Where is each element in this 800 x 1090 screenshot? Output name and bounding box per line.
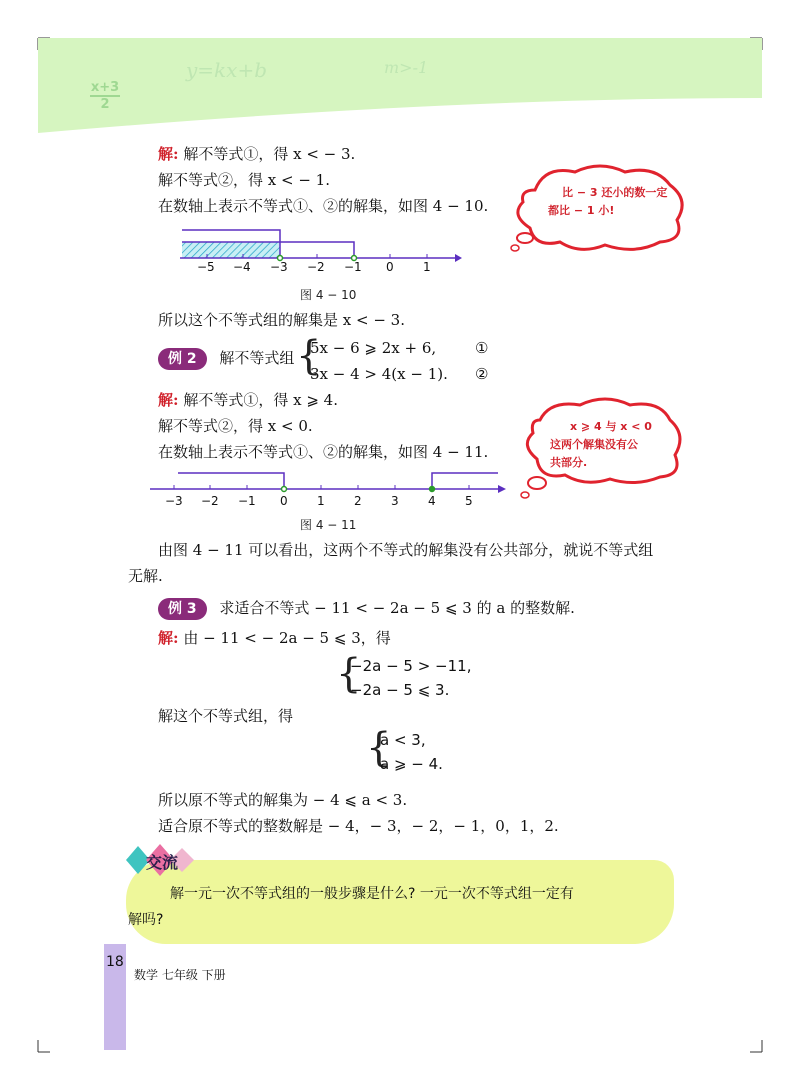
fig410-tick-neg1: −1 (344, 260, 362, 274)
header-banner (38, 38, 762, 138)
sol3-sys1-b: −2a − 5 ⩽ 3. (350, 681, 450, 699)
ex2-header (158, 348, 294, 370)
fig411-tick-1: 1 (317, 494, 325, 508)
sol1-line1: 解: 解不等式①，得 x < − 3. (158, 145, 356, 163)
sol2-line3: 在数轴上表示不等式①、②的解集，如图 4 − 11. (158, 443, 489, 461)
sol3-sys1-a: −2a − 5 > −11, (350, 657, 472, 675)
fig410-tick-1: 1 (423, 260, 431, 274)
sol3-brace-2: { (366, 725, 392, 771)
sol3-line2: 解这个不等式组，得 (158, 707, 294, 725)
fig411-tick-2: 2 (354, 494, 362, 508)
sol3-line1: 解: 由 − 11 < − 2a − 5 ⩽ 3，得 (158, 629, 391, 647)
ex2-ineq1: 5x − 6 ⩾ 2x + 6, (310, 339, 437, 357)
book-title: 数学 七年级 下册 (134, 968, 226, 982)
sol3-line3: 所以原不等式的解集为 − 4 ⩽ a < 3. (158, 791, 408, 809)
sol2-label: 解: (158, 391, 179, 409)
fig411-point-4 (430, 487, 435, 492)
sol3-label: 解: (158, 629, 179, 647)
fig410-arrow (455, 254, 462, 262)
fig410-tick-neg4: −4 (233, 260, 251, 274)
fig411-tick-4: 4 (428, 494, 436, 508)
header-formula-linear: y=kx+b (186, 58, 268, 82)
fig411-tick-5: 5 (465, 494, 473, 508)
sol3-sys2-a: a < 3, (380, 731, 426, 749)
conclusion2-line2: 无解. (128, 567, 163, 585)
ex2-ineq2: 3x − 4 > 4(x − 1). (310, 365, 448, 383)
ex3-text: 求适合不等式 − 11 < − 2a − 5 ⩽ 3 的 a 的整数解. (219, 599, 575, 617)
page-number: 18 (106, 954, 124, 970)
fig410-tick-0: 0 (386, 260, 394, 274)
header-formula-inequality: m>-1 (384, 58, 429, 77)
ex3-header (158, 598, 575, 620)
fig410-tick-neg5: −5 (197, 260, 215, 274)
sol1-label: 解: (158, 145, 179, 163)
fig411-tick-0: 0 (280, 494, 288, 508)
fig411-point-0 (282, 487, 287, 492)
ex2-badge: 例 2 (158, 348, 207, 370)
fig411-arrow (498, 485, 506, 493)
fig411-caption: 图 4 − 11 (300, 518, 357, 532)
conclusion2-line1: 由图 4 − 11 可以看出，这两个不等式的解集没有公共部分，就说不等式组 (158, 541, 654, 559)
fig410-tick-neg2: −2 (307, 260, 325, 274)
discussion-line1: 解一元一次不等式组的一般步骤是什么? 一元一次不等式组一定有 (170, 886, 574, 902)
ex3-badge: 例 3 (158, 598, 207, 620)
sol2-line2: 解不等式②，得 x < 0. (158, 417, 313, 435)
fig411-x-lt-0-bracket (178, 473, 284, 489)
sol2-line1: 解: 解不等式①，得 x ⩾ 4. (158, 391, 338, 409)
fig410-tick-neg3: −3 (270, 260, 288, 274)
fig411-tick-3: 3 (391, 494, 399, 508)
sol1-line3: 在数轴上表示不等式①、②的解集，如图 4 − 10. (158, 197, 489, 215)
header-formula-fraction: x+3 2 (90, 80, 120, 112)
ex2-mark1: ① (475, 339, 489, 357)
fig410-caption: 图 4 − 10 (300, 288, 357, 302)
ex2-lead: 解不等式组 (219, 349, 295, 367)
fig410-shaded-region (182, 242, 280, 258)
sol1-line2: 解不等式②，得 x < − 1. (158, 171, 330, 189)
sol3-sys2-b: a ⩾ − 4. (380, 755, 443, 773)
ex2-mark2: ② (475, 365, 489, 383)
discussion-line2: 解吗? (128, 912, 164, 928)
sol3-line4: 适合原不等式的整数解是 − 4，− 3，− 2，− 1，0，1，2. (158, 817, 559, 835)
conclusion1: 所以这个不等式组的解集是 x < − 3. (158, 311, 405, 329)
ex2-brace: { (296, 333, 322, 379)
cloud1-text: 比 − 3 还小的数一定 都比 − 1 小! (548, 186, 668, 217)
sol3-brace-1: { (336, 651, 362, 697)
discussion-title: 交流 (146, 853, 179, 872)
fig411-x-ge-4-bracket (432, 473, 498, 489)
fig411-tick-neg2: −2 (201, 494, 219, 508)
cloud2-text: x ⩾ 4 与 x < 0 这两个解集没有公 共部分. (550, 420, 652, 469)
fig411-tick-neg1: −1 (238, 494, 256, 508)
fig411-tick-neg3: −3 (165, 494, 183, 508)
